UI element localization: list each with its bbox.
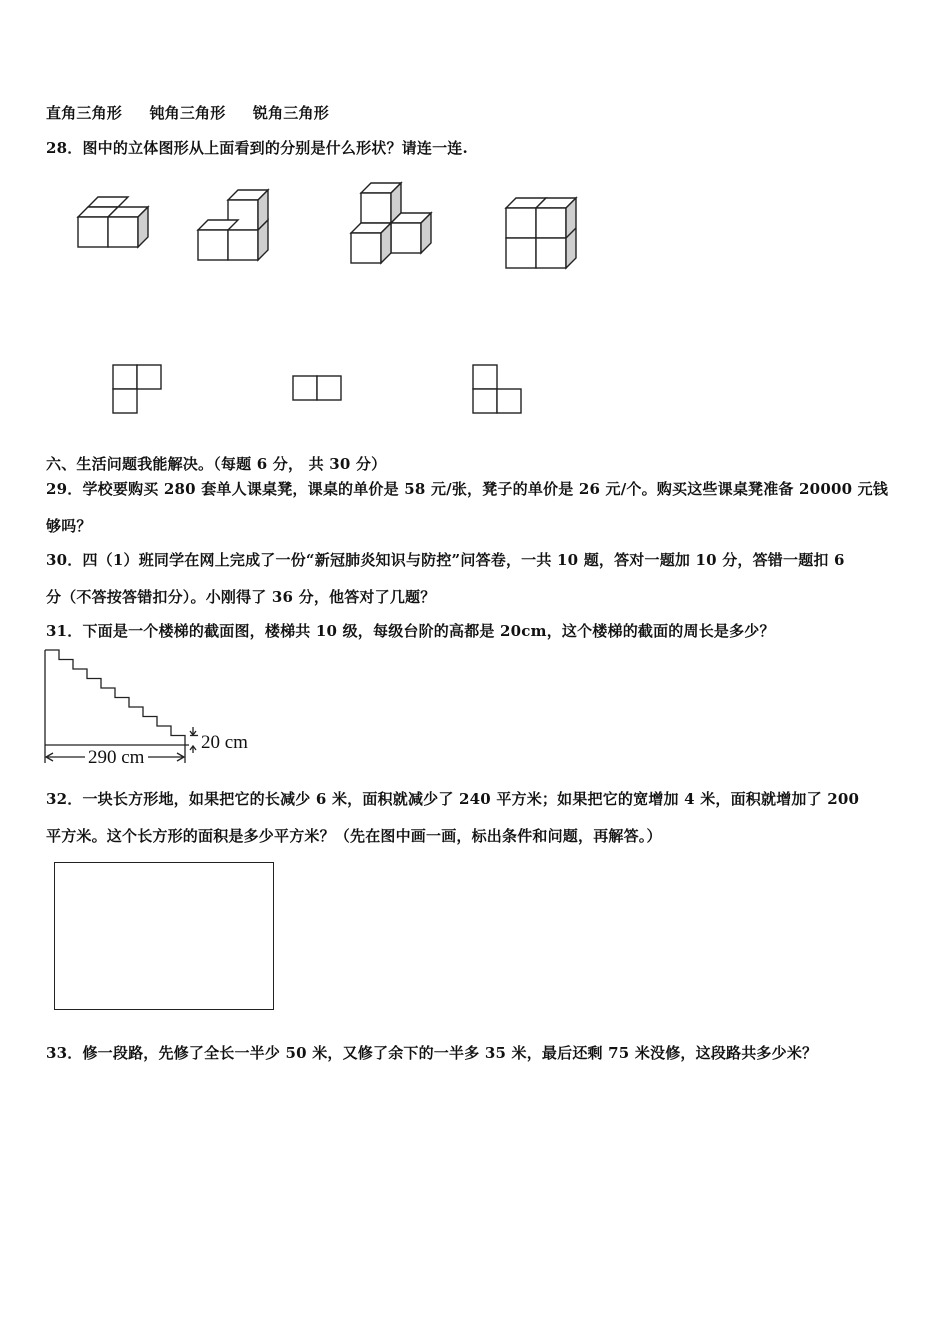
solid-figure-2: [190, 185, 280, 265]
question-31: 31．下面是一个楼梯的截面图，楼梯共 10 级，每级台阶的高都是 20cm，这个楼梯的截面的周长是多少？: [46, 622, 775, 640]
stair-width-label: 290 cm: [88, 747, 145, 768]
triangle-type-acute: 锐角三角形: [252, 104, 329, 122]
solid-figure-4: [500, 192, 585, 274]
question-30-line1: 30．四（1）班同学在网上完成了一份“新冠肺炎知识与防控”问答卷，一共 10 题，答对一题加 10 分，答错一题扣 6: [46, 551, 845, 569]
question-29-line2: 够吗？: [46, 517, 92, 535]
question-30-line2: 分（不答按答错扣分）。小刚得了 36 分，他答对了几题？: [46, 588, 436, 606]
staircase-diagram: [40, 645, 270, 770]
triangle-type-row: [46, 102, 351, 123]
triangle-type-obtuse: 钝角三角形: [149, 104, 226, 122]
triangle-type-right: 直角三角形: [46, 104, 123, 122]
section-6-title: 六、生活问题我能解决。（每题 6 分， 共 30 分）: [46, 455, 387, 473]
top-view-2: [290, 373, 345, 405]
question-28: 28．图中的立体图形从上面看到的分别是什么形状？请连一连.: [46, 139, 468, 157]
solid-figure-3: [345, 178, 440, 268]
top-view-3: [470, 362, 525, 417]
question-29-line1: 29．学校要购买 280 套单人课桌凳，课桌的单价是 58 元/张，凳子的单价是 26 元/个。购买这些课桌凳准备 20000 元钱: [46, 480, 889, 498]
stair-step-label: 20 cm: [201, 732, 248, 753]
rectangle-drawing-area[interactable]: [54, 862, 274, 1010]
solid-figure-1: [70, 195, 160, 265]
question-33: 33．修一段路，先修了全长一半少 50 米，又修了余下的一半多 35 米，最后还剩 75 米没修，这段路共多少米？: [46, 1044, 818, 1062]
top-view-1: [110, 362, 165, 417]
question-32-line2: 平方米。这个长方形的面积是多少平方米？（先在图中画一画，标出条件和问题，再解答。）: [46, 827, 662, 845]
question-32-line1: 32．一块长方形地，如果把它的长减少 6 米，面积就减少了 240 平方米；如果把它的宽增加 4 米，面积就增加了 200: [46, 790, 860, 808]
